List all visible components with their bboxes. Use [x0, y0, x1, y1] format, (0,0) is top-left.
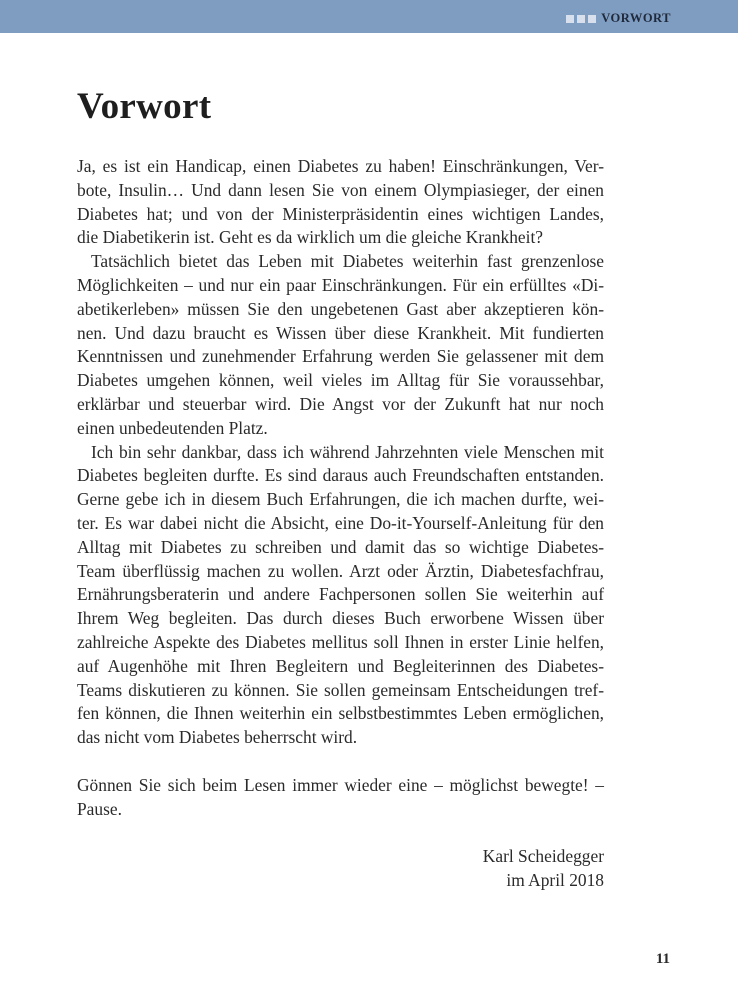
text-line: ter. Es war dabei nicht die Absicht, eine Do-it-Yourself-Anleitung für den [77, 512, 604, 533]
text-line: bote, Insulin… Und dann lesen Sie von einem Olympiasieger, der einen [77, 179, 604, 200]
text-line: nen. Und dazu braucht es Wissen über diese Krankheit. Mit fundierten [77, 322, 604, 343]
header-square-icon [588, 15, 596, 23]
signature-author: Karl Scheidegger [482, 846, 604, 867]
text-line: fen können, die Ihnen weiterhin ein selbstbestimmtes Leben ermöglichen, [77, 703, 604, 724]
text-line: Pause. [77, 798, 122, 819]
text-line: Ihrem Weg begleiten. Das durch dieses Buch erworbene Wissen über [77, 608, 604, 629]
text-line: Diabetes umgehen können, weil vieles im Alltag für Sie voraussehbar, [77, 370, 604, 391]
running-header [566, 11, 671, 26]
text-line: Ja, es ist ein Handicap, einen Diabetes zu haben! Einschränkungen, Ver- [77, 156, 604, 176]
text-line: auf Augenhöhe mit Ihren Begleitern und Begleiterinnen des Diabetes- [77, 655, 604, 676]
header-square-icon [577, 15, 585, 23]
signature [77, 845, 604, 893]
signature-date: im April 2018 [506, 869, 604, 890]
running-header-bar [0, 0, 738, 33]
text-line: Ich bin sehr dankbar, dass ich während Jahrzehnten viele Menschen mit [91, 441, 604, 462]
paragraph [77, 774, 604, 822]
text-line: Ernährungsberaterin und andere Fachpersonen sollen Sie weiterhin auf [77, 584, 604, 605]
page-title: Vorwort [77, 86, 212, 127]
paragraph-gap [77, 821, 604, 845]
text-line: Tatsächlich bietet das Leben mit Diabetes weiterhin fast grenzenlose [91, 251, 604, 272]
text-line: Möglichkeiten – und nur ein paar Einschränkungen. Für ein erfülltes «Di- [77, 274, 604, 295]
text-line: Gönnen Sie sich beim Lesen immer wieder eine – möglichst bewegte! – [77, 774, 604, 795]
text-line: das nicht vom Diabetes beherrscht wird. [77, 727, 358, 748]
paragraph [77, 441, 604, 750]
text-line: zahlreiche Aspekte des Diabetes mellitus soll Ihnen in erster Linie helfen, [77, 631, 604, 652]
text-line: einen unbedeutenden Platz. [77, 417, 268, 438]
text-line: Kenntnissen und zunehmender Erfahrung werden Sie gelassener mit dem [77, 346, 604, 367]
text-line: erklärbar und steuerbar wird. Die Angst vor der Zukunft hat nur noch [77, 393, 604, 414]
text-line: abetikerleben» müssen Sie den ungebetenen Gast aber akzeptieren kön- [77, 298, 604, 319]
paragraph [77, 155, 604, 250]
text-line: Diabetes hat; und von der Ministerpräsidentin eines wichtigen Landes, [77, 203, 604, 224]
text-line: Teams diskutieren zu können. Sie sollen gemeinsam Entscheidungen tref- [77, 679, 604, 700]
header-square-icon [566, 15, 574, 23]
text-line: Team überflüssig machen zu wollen. Arzt oder Ärztin, Diabetesfachfrau, [77, 560, 604, 581]
text-line: Diabetes begleiten durfte. Es sind daraus auch Freundschaften entstanden. [77, 465, 604, 486]
body-text [77, 155, 604, 893]
text-line: die Diabetikerin ist. Geht es da wirklich um die gleiche Krankheit? [77, 227, 544, 248]
text-line: Gerne gebe ich in diesem Buch Erfahrungen, die ich machen durfte, wei- [77, 489, 604, 510]
text-line: Alltag mit Diabetes zu schreiben und damit das so wichtige Diabetes- [77, 536, 604, 557]
paragraph [77, 250, 604, 440]
section-label: VORWORT [601, 11, 671, 25]
paragraph-gap [77, 750, 604, 774]
page-number: 11 [655, 951, 670, 967]
